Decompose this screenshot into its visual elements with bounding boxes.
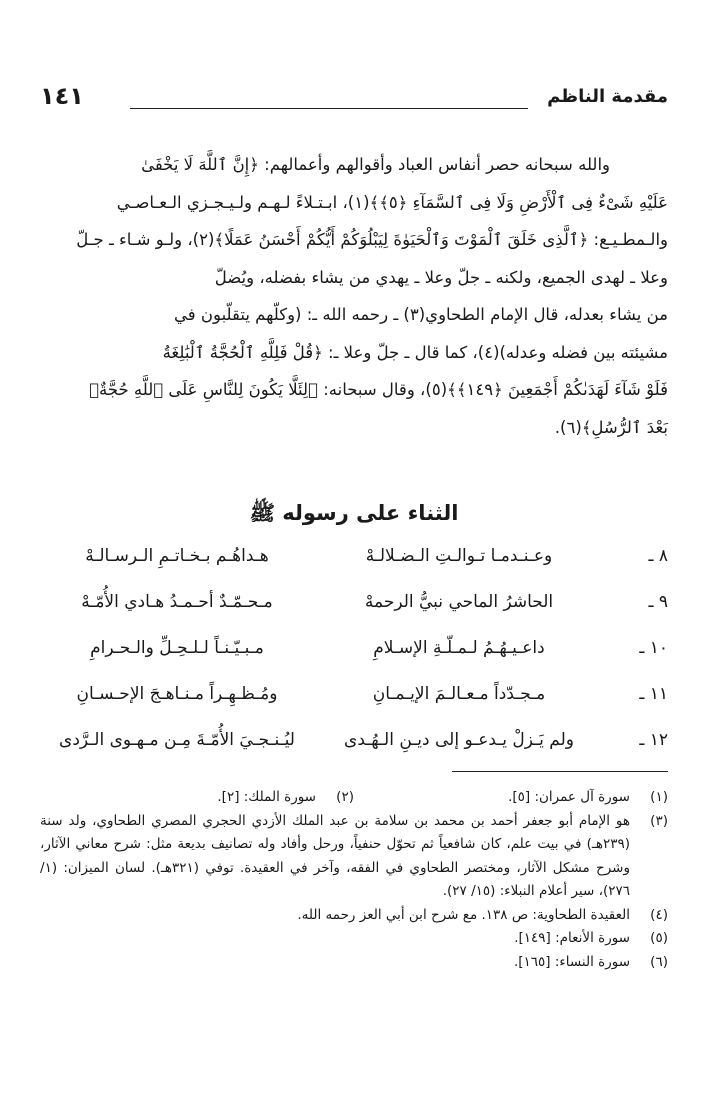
body-paragraph <box>40 146 668 446</box>
body-line: فَلَوْ شَآءَ لَهَدَىٰكُمْ أَجْمَعِينَ ﴿١٤٩﴾﴾(٥)، وقال سبحانه: ﴿لِئَلَّا يَكُونَ لِلنَّاسِ عَلَى ٱللَّهِ حُجَّةٌۢ <box>89 380 668 399</box>
verse-first-hemistich: مـجـدّداً مـعـالـمَ الإيـمـانِ <box>372 684 546 704</box>
footnotes <box>40 786 668 974</box>
footnote-text: سورة الملك: [٢]. <box>217 789 316 805</box>
verse-number: ١٢ ـ <box>639 730 668 750</box>
page-header <box>40 82 668 116</box>
footnote-number: (٤) <box>650 906 668 923</box>
verse-number: ٩ ـ <box>648 592 668 612</box>
verse-row <box>32 584 668 630</box>
verse-number: ١١ ـ <box>639 684 668 704</box>
verse-first-hemistich: الحاشرُ الماحي نبيُّ الرحمهْ <box>364 592 554 612</box>
footnote-text: هو الإمام أبو جعفر أحمد بن محمد بن سلامة بن عبد الملك الأزدي الحجري المصري الطحاوي، ولد سنة (٢٣٩هـ) في بيت علم، كان شافعياً ثم تحوّل حنفياً، ورحل وأفاد وله تصانيف بديعة مثل: شرح معاني الآثار، وشرح مشكل الآثار، ومختصر الطحاوي في الفقه، وآخر في العقيدة. توفي (٣٢١هـ). لسان الميزان: (١/ ٢٧٦)، سير أعلام النبلاء: (١٥/ ٢٧). <box>40 812 630 899</box>
verse-row <box>32 630 668 676</box>
footnote-number: (٢) <box>336 789 354 805</box>
footnote-text: سورة آل عمران: [٥]. <box>508 789 630 805</box>
verse-number: ٨ ـ <box>648 546 668 566</box>
footnote-1 <box>354 786 668 810</box>
header-rule <box>130 108 528 109</box>
footnote-4 <box>40 904 668 928</box>
footnote-number: (٣) <box>650 812 668 829</box>
footnote-text: العقيدة الطحاوية: ص ١٣٨. مع شرح ابن أبي العز رحمه الله. <box>297 906 630 923</box>
footnote-text: سورة النساء: [١٦٥]. <box>513 953 630 970</box>
footnote-number: (٥) <box>650 930 668 946</box>
verse-number: ١٠ ـ <box>639 638 668 658</box>
verse-row <box>32 676 668 722</box>
footnote-pair <box>40 786 668 810</box>
running-title: مقدمة الناظم <box>547 86 668 107</box>
verse-first-hemistich: داعـيـهُـمُ لـمـلّـةِ الإسـلامِ <box>373 638 545 658</box>
body-line: من يشاء بعدله، قال الإمام الطحاوي(٣) ـ رحمه الله ـ: (وكلّهم يتقلّبون في <box>174 305 668 324</box>
footnote-6 <box>40 951 668 975</box>
poem-verses <box>32 538 668 768</box>
verse-second-hemistich: ومُـظـهِـراً مـنـاهـجَ الإحـسـانِ <box>76 684 278 704</box>
footnote-number: (٦) <box>650 953 668 970</box>
body-line: مشيئته بين فضله وعدله)(٤)، كما قال ـ جلّ وعلا ـ: ﴿قُلْ فَلِلَّهِ ٱلْحُجَّةُ ٱلْبَٰلِغَةُ <box>162 342 668 362</box>
body-line: والله سبحانه حصر أنفاس العباد وأقوالهم وأعمالهم: ﴿إِنَّ ٱللَّهَ لَا يَخْفَىٰ <box>141 155 610 174</box>
body-text <box>40 146 668 446</box>
page-number: ١٤١ <box>40 82 84 110</box>
section-heading: الثناء على رسوله ﷺ <box>249 501 459 525</box>
verse-second-hemistich: مـحـمّـدٌ أحـمـدُ هـادي الأُمّـهْ <box>81 592 273 612</box>
footnote-2 <box>40 786 354 810</box>
footnote-text: سورة الأنعام: [١٤٩]. <box>514 930 630 946</box>
verse-second-hemistich: ليُـنـجـيَ الأُمّـةَ مِـن مـهـوى الـرَّدى <box>59 730 295 750</box>
verse-first-hemistich: وعـنـدمـا تـوالـتِ الـضـلالـهْ <box>365 546 553 566</box>
verse-second-hemistich: هـداهُـم بـخـاتـمِ الـرسـالـهْ <box>85 546 269 566</box>
footnote-3 <box>40 810 668 904</box>
verse-row <box>32 538 668 584</box>
body-line: والـمطـيـع: ﴿ٱلَّذِى خَلَقَ ٱلْمَوْتَ وَٱلْحَيَوٰةَ لِيَبْلُوَكُمْ أَيُّكُمْ أَحْسَنُ عَمَلًا﴾(٢)، ولـو شـاء ـ جـلّ <box>76 230 668 249</box>
body-line: وعلا ـ لهدى الجميع، ولكنه ـ جلّ وعلا ـ يهدي من يشاء بفضله، ويُضلّ <box>214 267 668 287</box>
footnote-number: (١) <box>650 789 668 805</box>
footnote-separator <box>452 771 668 772</box>
body-line: بَعْدَ ٱلرُّسُلِ﴾(٦). <box>554 417 668 437</box>
verse-first-hemistich: ولم يَـزلْ يـدعـو إلى ديـنِ الـهُـدى <box>344 730 574 750</box>
footnote-5 <box>40 927 668 951</box>
body-line: عَلَيْهِ شَىْءٌ فِى ٱلْأَرْضِ وَلَا فِى ٱلسَّمَآءِ ﴿٥﴾﴾(١)، ابـتـلاءً لـهـم ولـيـجـزي الـعـاصـي <box>116 192 668 212</box>
verse-second-hemistich: مـبـيّـنـاً لـلـحِـلِّ والـحـرامِ <box>90 638 264 658</box>
verse-row <box>32 722 668 768</box>
